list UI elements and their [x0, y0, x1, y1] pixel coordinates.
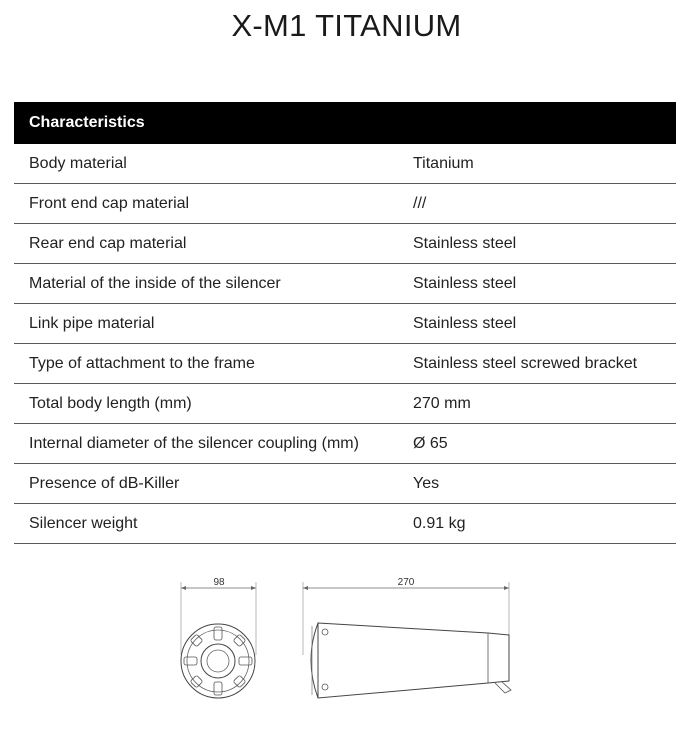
side-dimension-label: 270 — [397, 577, 415, 588]
table-header: Characteristics — [14, 102, 676, 144]
table-row — [14, 344, 676, 384]
row-value: /// — [413, 194, 427, 212]
front-view — [181, 577, 256, 698]
row-label: Silencer weight — [29, 514, 138, 532]
row-label: Link pipe material — [29, 314, 155, 332]
row-label: Internal diameter of the silencer coupling (mm) — [29, 434, 359, 452]
row-label: Total body length (mm) — [29, 394, 192, 412]
row-value: Ø 65 — [413, 434, 448, 452]
row-label: Material of the inside of the silencer — [29, 274, 281, 292]
table-row — [14, 384, 676, 424]
side-view — [303, 577, 511, 698]
row-label: Presence of dB-Killer — [29, 474, 180, 492]
front-dimension-label: 98 — [213, 577, 225, 588]
row-value: 270 mm — [413, 394, 471, 412]
row-label: Type of attachment to the frame — [29, 354, 255, 372]
row-value: Stainless steel — [413, 234, 517, 252]
technical-drawing — [0, 560, 693, 735]
table-row — [14, 184, 676, 224]
row-label: Body material — [29, 154, 127, 172]
table-row — [14, 264, 676, 304]
row-label: Rear end cap material — [29, 234, 187, 252]
row-value: Stainless steel — [413, 314, 517, 332]
table-row — [14, 304, 676, 344]
row-value: Stainless steel screwed bracket — [413, 354, 638, 372]
row-value: Yes — [413, 474, 440, 492]
characteristics-table — [14, 102, 676, 544]
table-row — [14, 144, 676, 184]
table-row — [14, 464, 676, 504]
row-value: 0.91 kg — [413, 514, 466, 532]
product-title: X-M1 TITANIUM — [231, 8, 462, 43]
table-row — [14, 224, 676, 264]
table-row — [14, 504, 676, 544]
row-value: Stainless steel — [413, 274, 517, 292]
table-row — [14, 424, 676, 464]
row-label: Front end cap material — [29, 194, 190, 212]
row-value: Titanium — [413, 154, 474, 172]
